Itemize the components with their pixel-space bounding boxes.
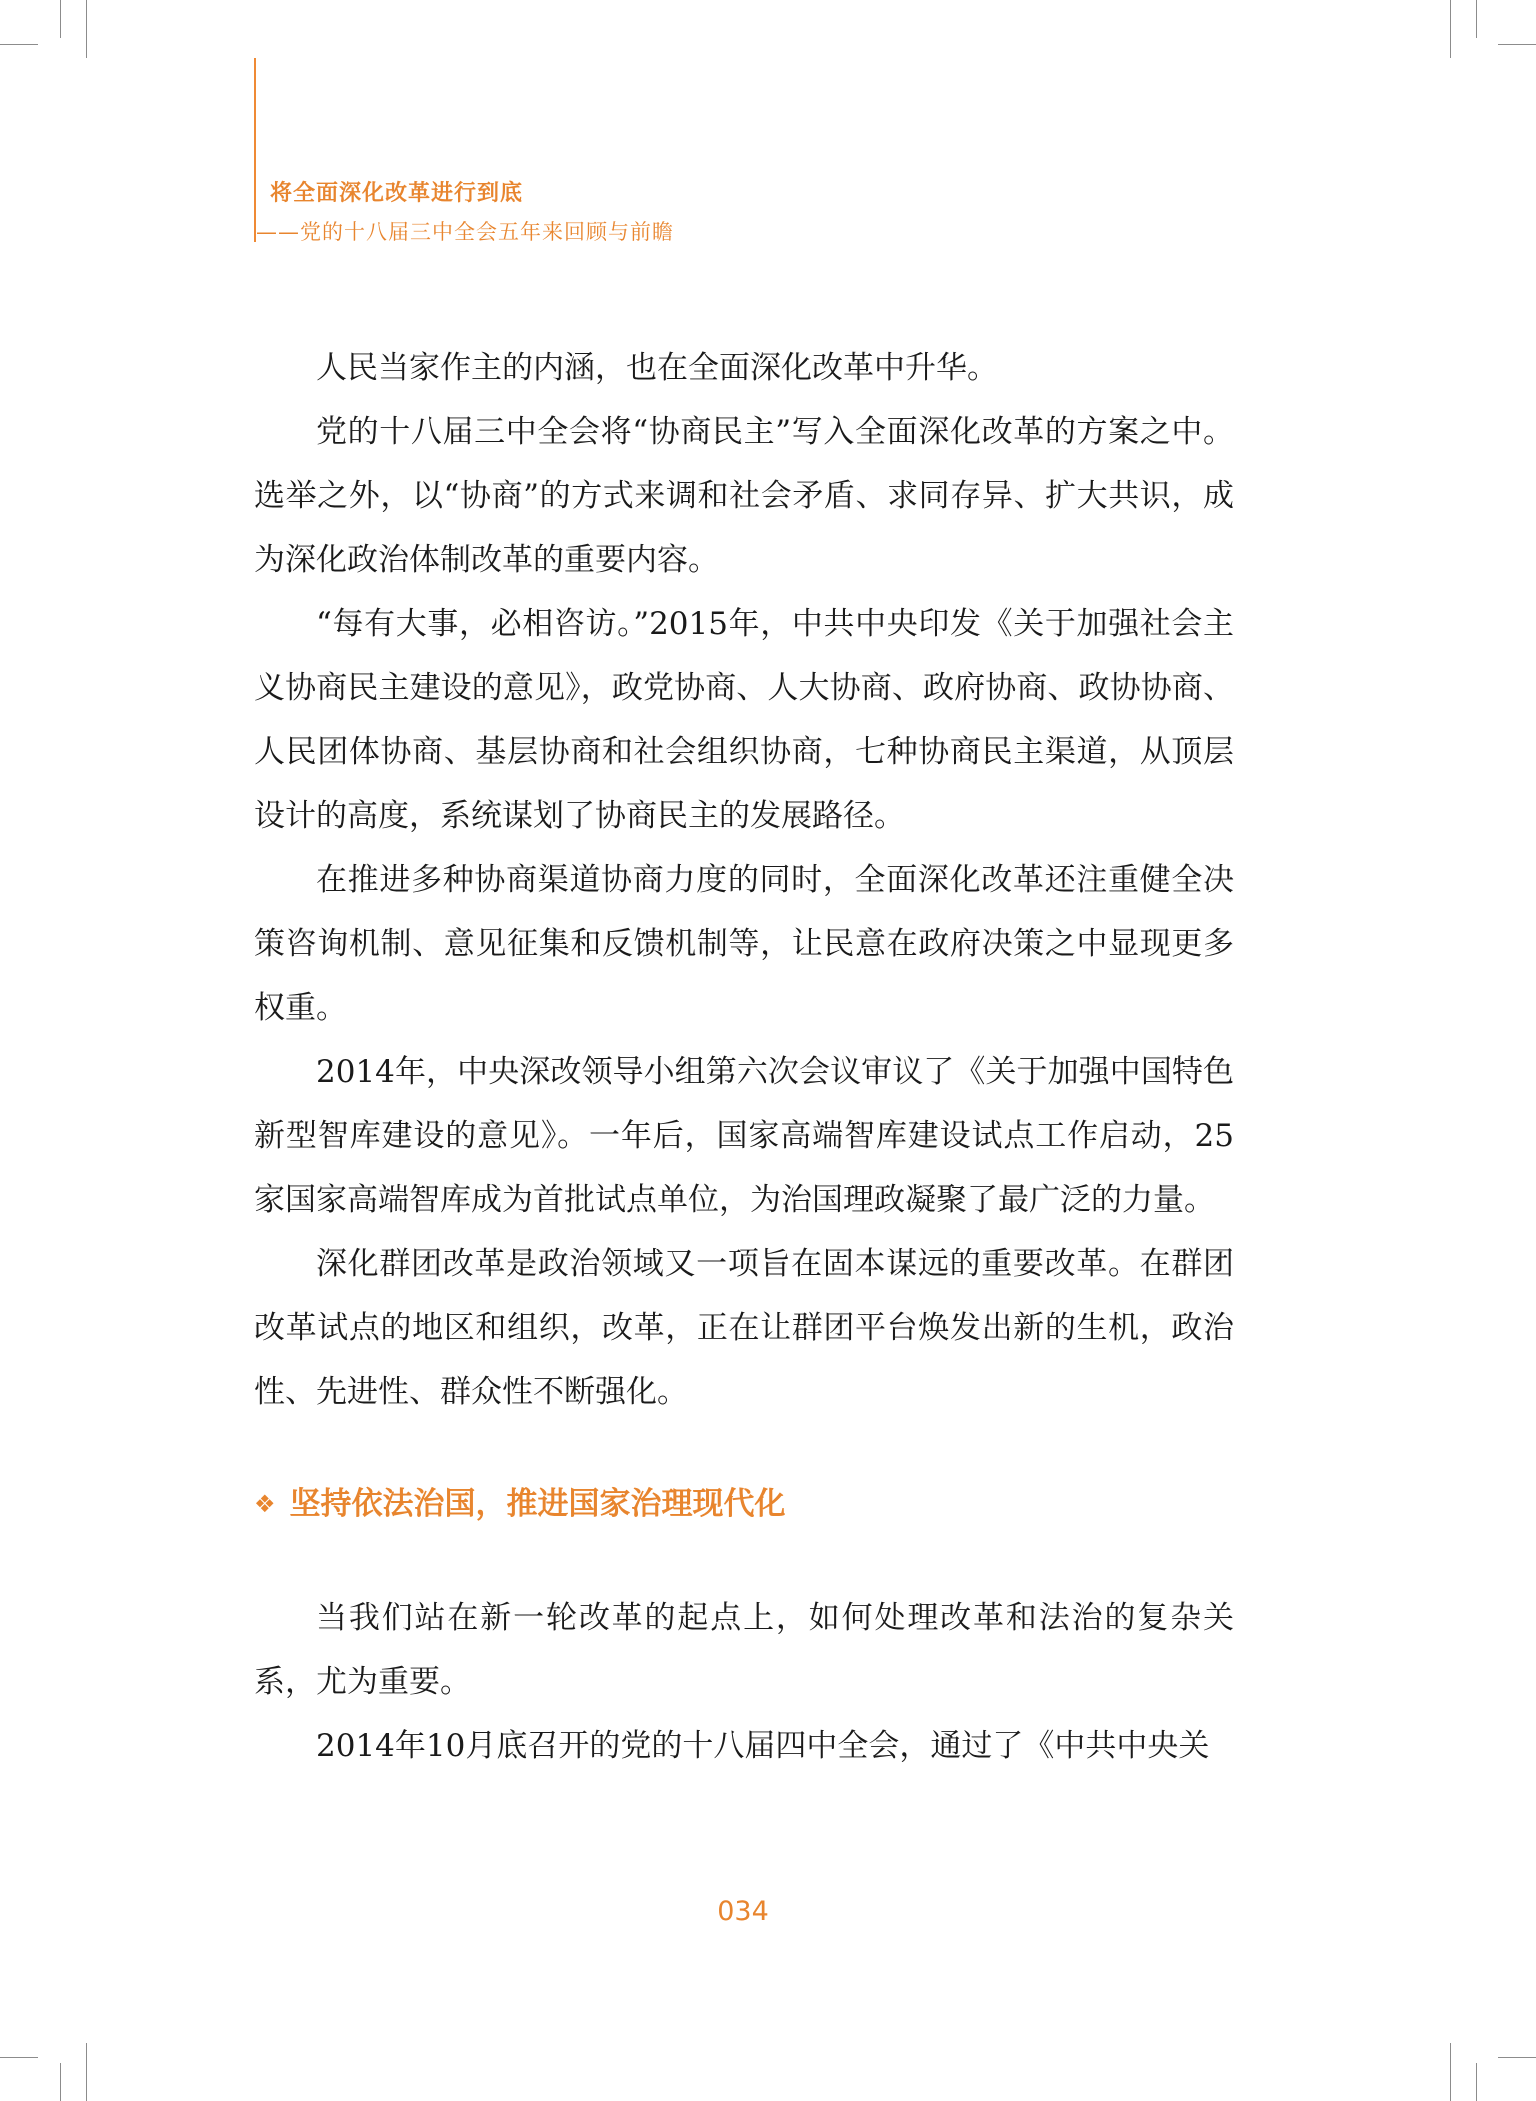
paragraph: 党的十八届三中全会将“协商民主”写入全面深化改革的方案之中。选举之外，以“协商”的方式来调和社会矛盾、求同存异、扩大共识，成为深化政治体制改革的重要内容。 [254,414,1234,578]
paragraph: 当我们站在新一轮改革的起点上，如何处理改革和法治的复杂关系，尤为重要。 [254,1600,1234,1700]
crop-mark-bottom-right-v2 [1450,2043,1451,2101]
paragraph: “每有大事，必相咨访。”2015年，中共中央印发《关于加强社会主义协商民主建设的意见》，政党协商、人大协商、政府协商、政协协商、人民团体协商、基层协商和社会组织协商，七种协商民主渠道，从顶层设计的高度，系统谋划了协商民主的发展路径。 [254,606,1234,834]
crop-mark-bottom-left-v2 [86,2043,87,2101]
header-rule [254,58,256,242]
crop-mark-top-right-h [1498,44,1536,45]
diamond-bullet-icon: ❖ [254,1490,276,1518]
crop-mark-top-right-v1 [1476,0,1477,38]
running-subtitle: ——党的十八届三中全会五年来回顾与前瞻 [256,220,674,244]
crop-mark-bottom-right-v1 [1476,2063,1477,2101]
paragraph: 在推进多种协商渠道协商力度的同时，全面深化改革还注重健全决策咨询机制、意见征集和反馈机制等，让民意在政府决策之中显现更多权重。 [254,862,1234,1026]
crop-mark-bottom-right-h [1498,2057,1536,2058]
paragraph: 2014年，中央深改领导小组第六次会议审议了《关于加强中国特色新型智库建设的意见》。一年后，国家高端智库建设试点工作启动，25家国家高端智库成为首批试点单位，为治国理政凝聚了最广泛的力量。 [254,1054,1234,1218]
crop-mark-bottom-left-v1 [60,2063,61,2101]
running-title: 将全面深化改革进行到底 [270,181,524,206]
paragraph: 人民当家作主的内涵，也在全面深化改革中升华。 [316,350,998,386]
section-heading-text: 坚持依法治国，推进国家治理现代化 [289,1486,786,1522]
body-text [254,336,1234,1778]
crop-mark-top-left-v2 [86,0,87,58]
paragraph: 2014年10月底召开的党的十八届四中全会，通过了《中共中央关 [316,1728,1210,1764]
page-number: 034 [717,1896,769,1927]
crop-mark-top-left-h [0,44,38,45]
crop-mark-bottom-left-h [0,2057,38,2058]
paragraph: 深化群团改革是政治领域又一项旨在固本谋远的重要改革。在群团改革试点的地区和组织，改革，正在让群团平台焕发出新的生机，政治性、先进性、群众性不断强化。 [254,1246,1234,1410]
section-heading [254,1480,1234,1528]
crop-mark-top-right-v2 [1450,0,1451,58]
crop-mark-top-left-v1 [60,0,61,38]
